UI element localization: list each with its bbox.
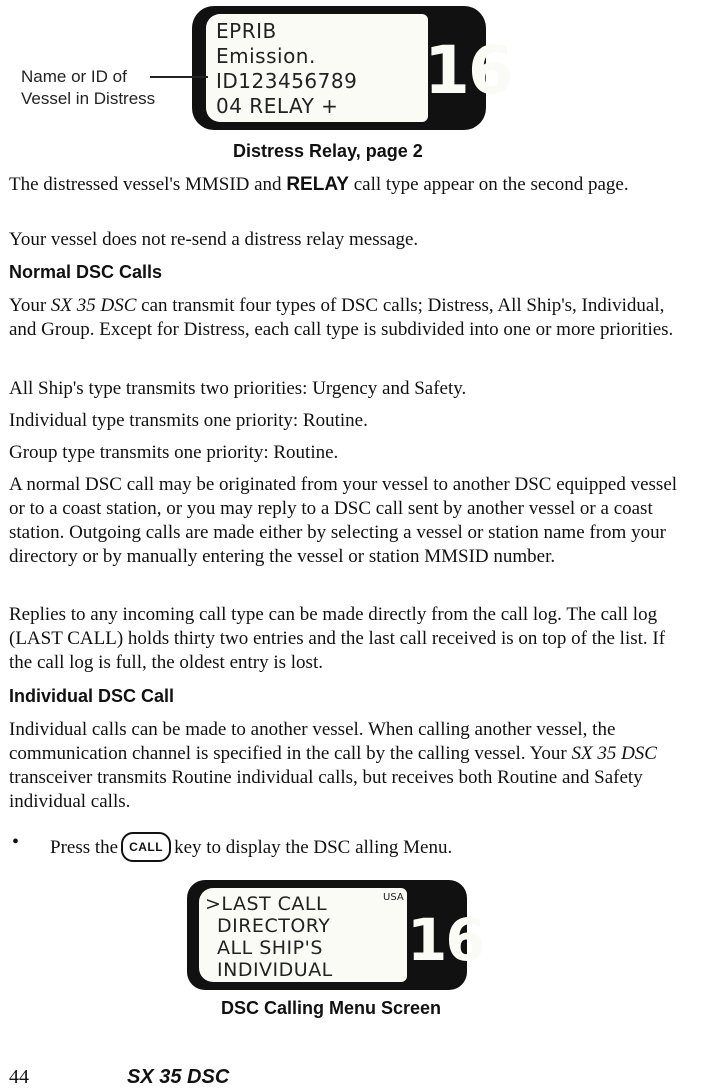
paragraph: Individual type transmits one priority: Routine. (9, 410, 368, 431)
text-span: can transmit four types of DSC calls; Distress, All Ship's, Individual, and Group. Except for Distress, each call type is subdivided into one or more priorities. (9, 295, 674, 340)
lcd-display-dsc-calling-menu (187, 880, 484, 990)
page-number: 44 (9, 1066, 29, 1088)
section-heading-individual-dsc: Individual DSC Call (9, 686, 175, 706)
lcd-screen (199, 888, 407, 982)
text-span: transceiver transmits Routine individual calls, but receives both Routine and Safety individual calls. (9, 767, 643, 812)
bold-term: RELAY (286, 174, 349, 195)
bullet-instruction (50, 832, 680, 862)
lcd-screen (206, 14, 428, 122)
text-span: Your (9, 295, 51, 316)
figure-caption-bottom: DSC Calling Menu Screen (221, 998, 442, 1018)
channel-number: 16 (424, 32, 512, 109)
callout-line-1: Name or ID of (21, 67, 127, 86)
paragraph (9, 718, 681, 814)
lcd-line-4: 04 RELAY + (216, 94, 339, 118)
lcd-badge: USA (383, 892, 404, 903)
paragraph: Your vessel does not re-send a distress relay message. (9, 229, 419, 250)
callout-label (21, 66, 155, 110)
paragraph: Group type transmits one priority: Routine. (9, 442, 339, 463)
call-key-icon: CALL (121, 832, 171, 862)
lcd-line-2: Emission. (216, 44, 316, 68)
channel-number: 16 (407, 906, 484, 974)
paragraph: All Ship's type transmits two priorities: Urgency and Safety. (9, 378, 467, 399)
text-span: call type appear on the second page. (348, 174, 629, 195)
lcd-badge: IN' (410, 18, 425, 31)
figure-caption-top: Distress Relay, page 2 (233, 141, 423, 161)
lcd-display-distress-relay (192, 6, 512, 130)
section-heading-normal-dsc: Normal DSC Calls (9, 262, 163, 282)
callout-line-2: Vessel in Distress (21, 89, 156, 108)
text-span: Individual calls can be made to another vessel. When calling another vessel, the communication channel is specified in the call by the calling vessel. Your (9, 719, 616, 764)
menu-item-individual: INDIVIDUAL (217, 959, 333, 981)
lcd-line-1: EPRIB (216, 19, 277, 43)
menu-item-directory: DIRECTORY (217, 915, 331, 937)
footer-title: SX 35 DSC (127, 1066, 230, 1088)
text-span: The distressed vessel's MMSID and (9, 174, 287, 195)
paragraph (9, 294, 681, 342)
bullet-dot: • (12, 831, 20, 853)
text-span: key to display the DSC alling Menu. (174, 837, 453, 858)
product-name: SX 35 DSC (50, 295, 137, 316)
lcd-line-3: ID123456789 (216, 69, 358, 93)
product-name: SX 35 DSC (571, 743, 657, 764)
callout-arrow (150, 76, 208, 78)
menu-item-all-ships: ALL SHIP'S (217, 937, 323, 959)
menu-item-last-call: >LAST CALL (205, 893, 328, 915)
paragraph (9, 173, 681, 197)
paragraph: Replies to any incoming call type can be made directly from the call log. The call log (LAST CALL) holds thirty two entries and the last call received is on top of the list. If the call log is full, the oldest entry is lost. (9, 604, 666, 673)
text-span: Press the (50, 837, 119, 858)
paragraph: A normal DSC call may be originated from your vessel to another DSC equipped vessel or to a coast station, or you may reply to a DSC call sent by another vessel or a coast station. Outgoing calls are made either by selecting a vessel or station name from your directory or by manually entering the vessel or station MMSID number. (9, 474, 678, 567)
